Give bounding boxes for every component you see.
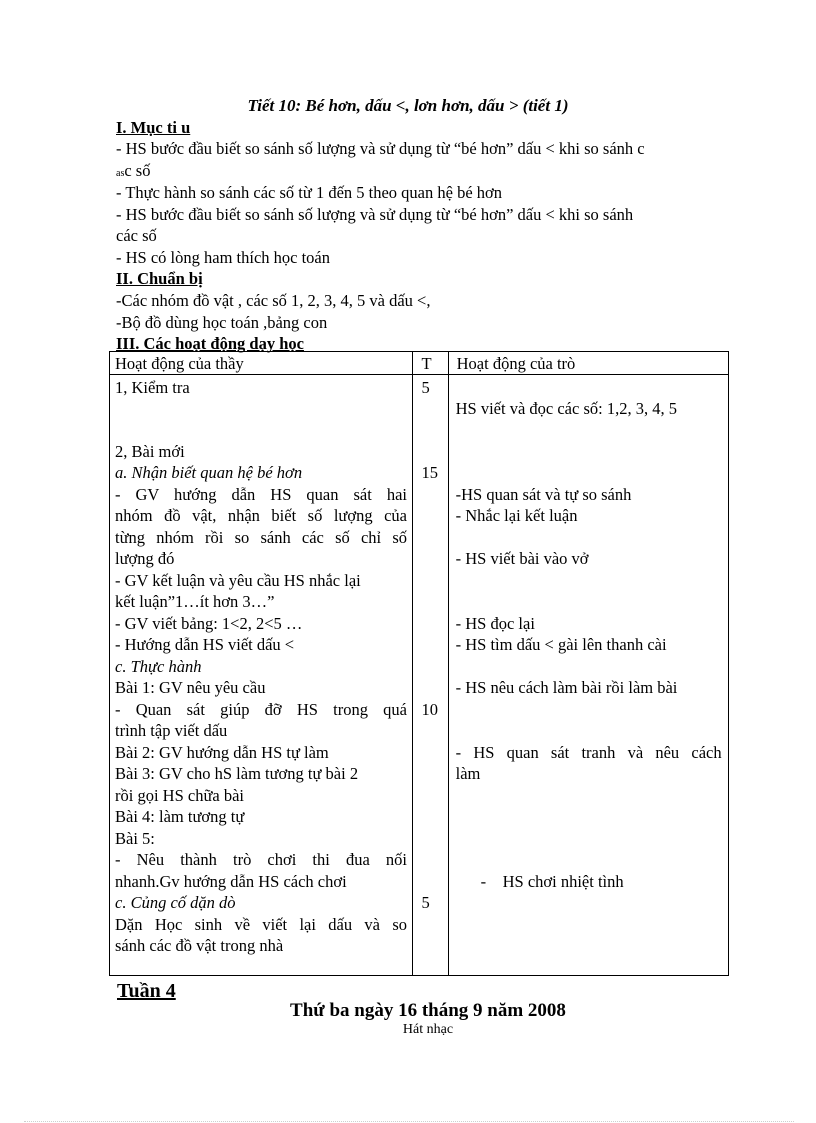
- teacher-line: Bài 3: GV cho hS làm tương tự bài 2: [115, 764, 359, 783]
- objective-line: - Thực hành so sánh các số từ 1 đến 5 theo quan hệ bé hơn: [116, 183, 503, 202]
- teacher-line: 1, Kiểm tra: [115, 378, 190, 397]
- section-objectives-heading: I. Mục ti u: [116, 118, 191, 137]
- teacher-line: Bài 4: làm tương tự: [115, 807, 245, 826]
- small-mark: as: [116, 168, 125, 179]
- header-student: Hoạt động của trò: [448, 352, 728, 375]
- teacher-line: từng nhóm rồi so sánh các số chỉ số: [115, 528, 407, 547]
- preparation-line: -Bộ đồ dùng học toán ,bảng con: [116, 313, 328, 332]
- student-column: [448, 375, 728, 976]
- teacher-line: nhóm đồ vật, nhận biết số lượng của: [115, 506, 407, 525]
- teacher-line: Bài 5:: [115, 829, 155, 848]
- activities-table: [109, 351, 729, 976]
- teacher-line: rồi gọi HS chữa bài: [115, 786, 245, 805]
- teacher-line: - Nêu thành trò chơi thi đua nối: [115, 850, 407, 869]
- teacher-line: nhanh.Gv hướng dẫn HS cách chơi: [115, 872, 347, 891]
- teacher-column: [110, 375, 413, 976]
- section-activities-heading: III. Các hoạt động dạy học: [116, 334, 304, 353]
- page-bottom-divider: [24, 1121, 794, 1122]
- time-value: 10: [421, 700, 438, 719]
- teacher-line: 2, Bài mới: [115, 442, 185, 461]
- teacher-line: lượng đó: [115, 549, 175, 568]
- objective-line: - HS có lòng ham thích học toán: [116, 248, 331, 267]
- teacher-line: sánh các đồ vật trong nhà: [115, 936, 284, 955]
- preparation-line: -Các nhóm đồ vật , các số 1, 2, 3, 4, 5 và dấu <,: [116, 291, 431, 310]
- teacher-line: - GV kết luận và yêu cầu HS nhắc lại: [115, 571, 361, 590]
- time-value: 5: [421, 893, 430, 912]
- student-line: - HS đọc lại: [455, 614, 535, 633]
- student-line: - HS viết bài vào vở: [455, 549, 589, 568]
- date-heading: Thứ ba ngày 16 tháng 9 năm 2008: [290, 1000, 566, 1021]
- objective-line-cont: c số: [124, 161, 151, 180]
- teacher-line: - Quan sát giúp đỡ HS trong quá: [115, 700, 407, 719]
- student-line: - HS tìm dấu < gài lên thanh cài: [455, 635, 667, 654]
- objective-line: [116, 161, 150, 181]
- week-heading: Tuần 4: [117, 980, 176, 1002]
- student-line: - Nhắc lại kết luận: [455, 506, 578, 525]
- teacher-line: a. Nhận biết quan hệ bé hơn: [115, 463, 303, 482]
- teacher-line: Bài 1: GV nêu yêu cầu: [115, 678, 266, 697]
- table-header-row: [110, 352, 729, 375]
- header-time: T: [413, 352, 448, 375]
- teacher-line: - GV viết bảng: 1<2, 2<5 …: [115, 614, 303, 633]
- teacher-line: trình tập viết dấu: [115, 721, 228, 740]
- student-line: - HS chơi nhiệt tình: [480, 872, 624, 891]
- student-line: làm: [455, 764, 481, 783]
- subject-heading: Hát nhạc: [402, 1022, 454, 1037]
- student-line: HS viết và đọc các số: 1,2, 3, 4, 5: [455, 399, 677, 418]
- time-value: 15: [421, 463, 438, 482]
- time-column: [413, 375, 448, 976]
- teacher-line: Dặn Học sinh về viết lại dấu và so: [115, 915, 407, 934]
- student-line: -HS quan sát và tự so sánh: [455, 485, 632, 504]
- time-value: 5: [421, 378, 430, 397]
- teacher-line: c. Củng cố dặn dò: [115, 893, 236, 912]
- section-preparation-heading: II. Chuẩn bị: [116, 269, 203, 288]
- header-teacher: Hoạt động của thầy: [110, 352, 413, 375]
- lesson-title: Tiết 10: Bé hơn, dấu <, lơn hơn, dấu > (tiết 1): [247, 96, 569, 115]
- objective-line: - HS bước đầu biết so sánh số lượng và sử dụng từ “bé hơn” dấu < khi so sánh c: [116, 139, 645, 158]
- table-body-row: [110, 375, 729, 976]
- teacher-line: - Hướng dẫn HS viết dấu <: [115, 635, 295, 654]
- teacher-line: c. Thực hành: [115, 657, 202, 676]
- teacher-line: - GV hướng dẫn HS quan sát hai: [115, 485, 407, 504]
- objective-line: các số: [116, 226, 157, 245]
- teacher-line: kết luận”1…ít hơn 3…”: [115, 592, 275, 611]
- objective-line: - HS bước đầu biết so sánh số lượng và sử dụng từ “bé hơn” dấu < khi so sánh: [116, 205, 634, 224]
- student-line: - HS quan sát tranh và nêu cách: [455, 743, 722, 762]
- student-line: - HS nêu cách làm bài rồi làm bài: [455, 678, 678, 697]
- teacher-line: Bài 2: GV hướng dẫn HS tự làm: [115, 743, 329, 762]
